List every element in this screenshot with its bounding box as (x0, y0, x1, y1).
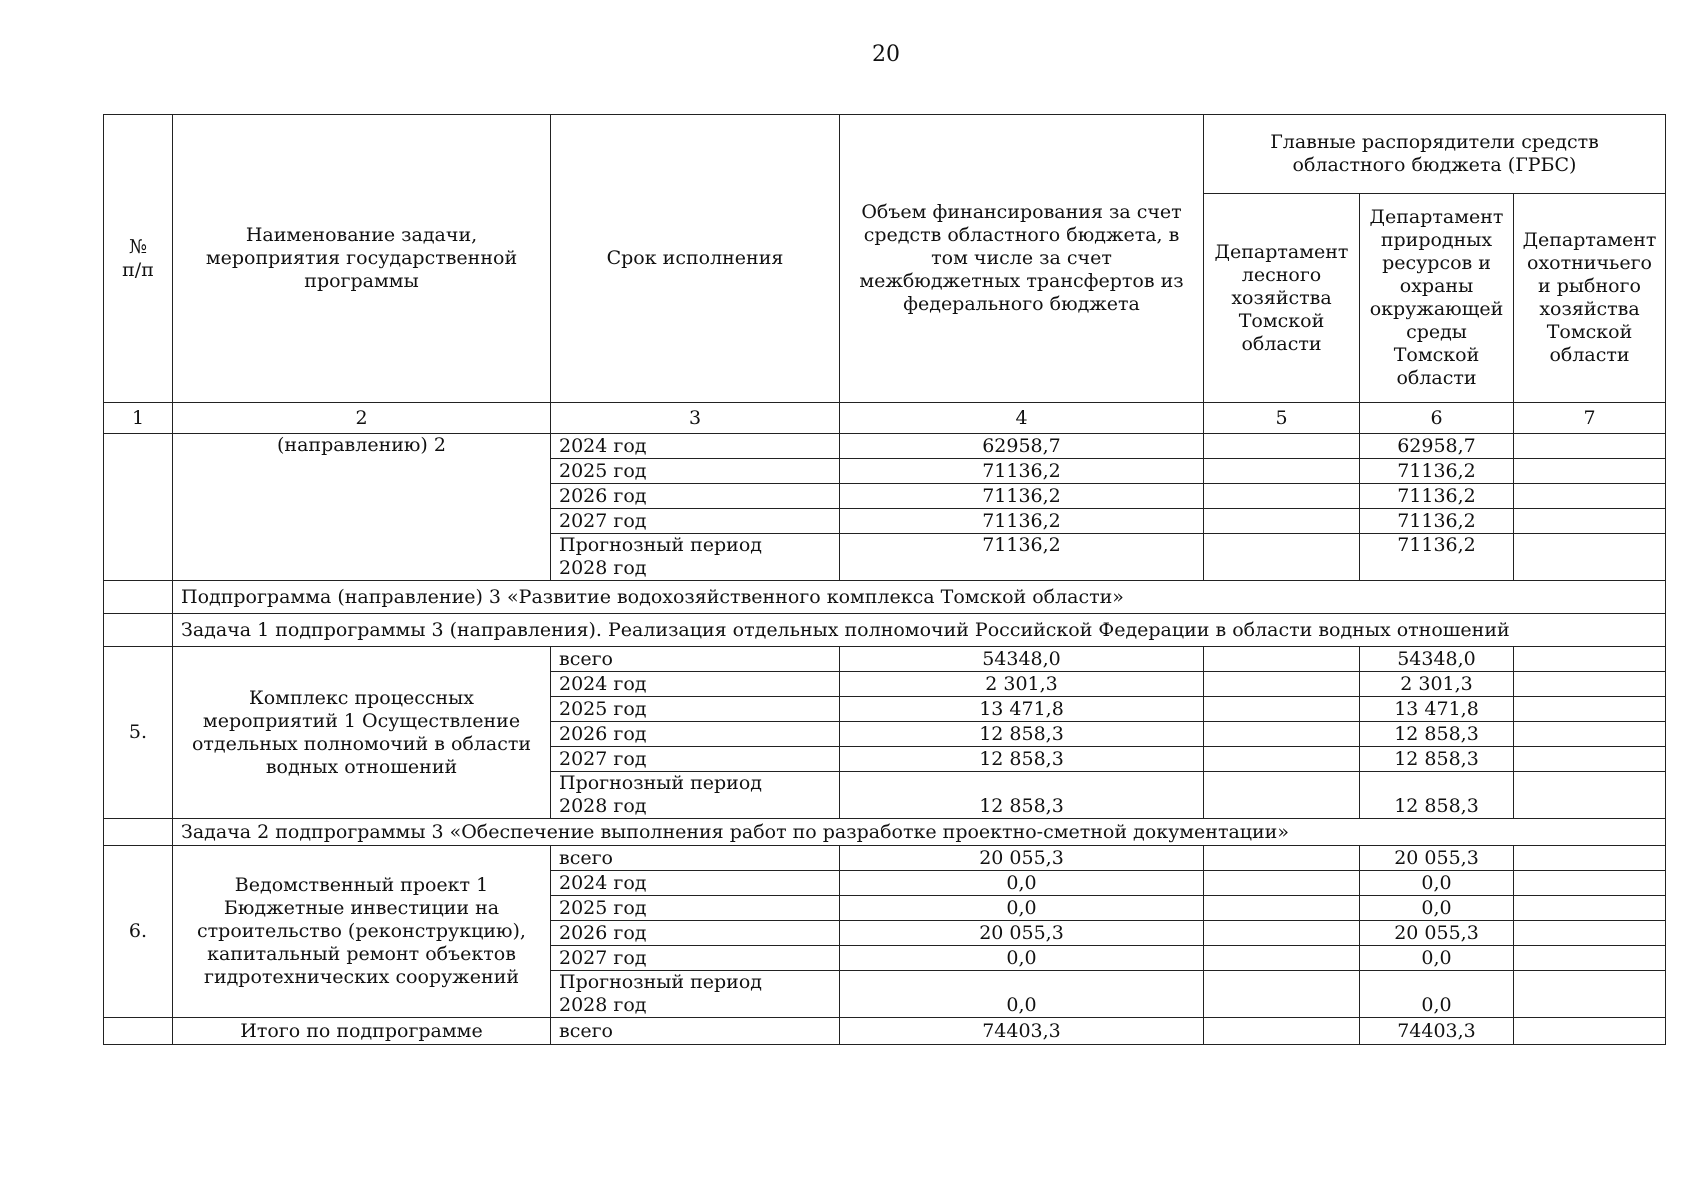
dep5-cell (1204, 871, 1360, 896)
dep6-cell: 71136,2 (1360, 534, 1514, 581)
dep5-cell (1204, 921, 1360, 946)
term-cell: 2024 год (551, 672, 840, 697)
task-row (104, 819, 1666, 846)
total-label: Итого по подпрограмме (173, 1018, 551, 1045)
dep5-cell (1204, 846, 1360, 871)
dep7-cell (1514, 672, 1666, 697)
dep6-cell: 74403,3 (1360, 1018, 1514, 1045)
dep6-cell: 0,0 (1360, 896, 1514, 921)
dep7-cell (1514, 722, 1666, 747)
term-cell: 2025 год (551, 896, 840, 921)
term-cell: всего (551, 647, 840, 672)
dep7-cell (1514, 946, 1666, 971)
measure-name: (направлению) 2 (173, 434, 551, 581)
term-cell (551, 772, 840, 819)
dep6-cell: 71136,2 (1360, 509, 1514, 534)
dep5-cell (1204, 1018, 1360, 1045)
column-numbers-row (104, 403, 1666, 434)
header-name: Наименование задачи, мероприятия государственной программы (173, 115, 551, 403)
row-num-cell: 6. (104, 846, 173, 1018)
table-row (104, 846, 1666, 871)
term-line: Прогнозный период (559, 971, 762, 993)
dep7-cell (1514, 509, 1666, 534)
dep6-cell: 0,0 (1360, 946, 1514, 971)
term-cell (551, 534, 840, 581)
dep6-cell: 71136,2 (1360, 459, 1514, 484)
total-cell: 54348,0 (840, 647, 1204, 672)
col-number: 7 (1514, 403, 1666, 434)
term-cell: 2025 год (551, 459, 840, 484)
total-cell: 0,0 (840, 896, 1204, 921)
dep6-cell: 71136,2 (1360, 484, 1514, 509)
dep7-cell (1514, 1018, 1666, 1045)
dep7-cell (1514, 747, 1666, 772)
col-number: 1 (104, 403, 173, 434)
dep5-cell (1204, 946, 1360, 971)
term-cell: всего (551, 846, 840, 871)
header-dep-hunting: Департамент охотничьего и рыбного хозяйства Томской области (1514, 194, 1666, 403)
row-num-cell: 5. (104, 647, 173, 819)
total-cell: 74403,3 (840, 1018, 1204, 1045)
total-cell: 71136,2 (840, 484, 1204, 509)
dep7-cell (1514, 921, 1666, 946)
dep5-cell (1204, 509, 1360, 534)
dep7-cell (1514, 534, 1666, 581)
total-cell: 71136,2 (840, 459, 1204, 484)
dep6-cell: 20 055,3 (1360, 921, 1514, 946)
term-cell: 2024 год (551, 871, 840, 896)
col-number: 6 (1360, 403, 1514, 434)
total-cell: 2 301,3 (840, 672, 1204, 697)
dep5-cell (1204, 722, 1360, 747)
page-number: 20 (872, 42, 900, 67)
dep6-cell: 0,0 (1360, 971, 1514, 1018)
dep7-cell (1514, 971, 1666, 1018)
row-num-cell (104, 819, 173, 846)
header-row-1 (104, 115, 1666, 194)
term-cell: 2027 год (551, 509, 840, 534)
term-line: Прогнозный период (559, 534, 762, 556)
dep6-cell: 2 301,3 (1360, 672, 1514, 697)
total-cell: 71136,2 (840, 509, 1204, 534)
table-row (104, 434, 1666, 459)
dep6-cell: 0,0 (1360, 871, 1514, 896)
term-cell (551, 971, 840, 1018)
total-cell: 0,0 (840, 946, 1204, 971)
header-dep-nature: Департамент природных ресурсов и охраны окружающей среды Томской области (1360, 194, 1514, 403)
term-cell: 2024 год (551, 434, 840, 459)
dep5-cell (1204, 697, 1360, 722)
total-cell: 13 471,8 (840, 697, 1204, 722)
dep7-cell (1514, 896, 1666, 921)
dep5-cell (1204, 747, 1360, 772)
header-num: № п/п (104, 115, 173, 403)
total-cell: 0,0 (840, 871, 1204, 896)
row-num-cell (104, 434, 173, 581)
total-cell: 12 858,3 (840, 747, 1204, 772)
dep7-cell (1514, 434, 1666, 459)
dep5-cell (1204, 772, 1360, 819)
col-number: 3 (551, 403, 840, 434)
total-cell: 0,0 (840, 971, 1204, 1018)
row-num-cell (104, 614, 173, 647)
dep7-cell (1514, 459, 1666, 484)
total-row (104, 1018, 1666, 1045)
term-cell: 2025 год (551, 697, 840, 722)
col-number: 2 (173, 403, 551, 434)
term-line: 2028 год (559, 795, 647, 817)
term-cell: 2027 год (551, 946, 840, 971)
dep7-cell (1514, 846, 1666, 871)
term-line: 2028 год (559, 557, 647, 579)
dep6-cell: 12 858,3 (1360, 772, 1514, 819)
col-number: 5 (1204, 403, 1360, 434)
term-cell: 2026 год (551, 484, 840, 509)
dep5-cell (1204, 534, 1360, 581)
dep6-cell: 13 471,8 (1360, 697, 1514, 722)
dep6-cell: 54348,0 (1360, 647, 1514, 672)
subprogram-title: Подпрограмма (направление) 3 «Развитие водохозяйственного комплекса Томской области» (173, 581, 1666, 614)
header-grbs: Главные распорядители средств областного бюджета (ГРБС) (1204, 115, 1666, 194)
term-cell: 2026 год (551, 722, 840, 747)
total-cell: 71136,2 (840, 534, 1204, 581)
total-cell: 12 858,3 (840, 722, 1204, 747)
dep5-cell (1204, 459, 1360, 484)
dep5-cell (1204, 672, 1360, 697)
funding-table (103, 114, 1666, 1045)
col-number: 4 (840, 403, 1204, 434)
dep7-cell (1514, 772, 1666, 819)
term-cell: 2026 год (551, 921, 840, 946)
task-title: Задача 2 подпрограммы 3 «Обеспечение выполнения работ по разработке проектно-сметной документации» (173, 819, 1666, 846)
header-dep-forest: Департамент лесного хозяйства Томской области (1204, 194, 1360, 403)
header-volume: Объем финансирования за счет средств областного бюджета, в том числе за счет межбюджетных трансфертов из федерального бюджета (840, 115, 1204, 403)
total-cell: 62958,7 (840, 434, 1204, 459)
dep6-cell: 12 858,3 (1360, 747, 1514, 772)
measure-name: Ведомственный проект 1 Бюджетные инвестиции на строительство (реконструкцию), капитальный ремонт объектов гидротехнических сооружений (173, 846, 551, 1018)
term-line: Прогнозный период (559, 772, 762, 794)
dep5-cell (1204, 647, 1360, 672)
dep6-cell: 12 858,3 (1360, 722, 1514, 747)
dep6-cell: 62958,7 (1360, 434, 1514, 459)
total-cell: 20 055,3 (840, 846, 1204, 871)
dep5-cell (1204, 434, 1360, 459)
total-cell: 20 055,3 (840, 921, 1204, 946)
dep7-cell (1514, 871, 1666, 896)
row-num-cell (104, 1018, 173, 1045)
dep7-cell (1514, 647, 1666, 672)
dep5-cell (1204, 971, 1360, 1018)
dep7-cell (1514, 484, 1666, 509)
task-row (104, 614, 1666, 647)
table-row (104, 647, 1666, 672)
term-cell: 2027 год (551, 747, 840, 772)
dep5-cell (1204, 484, 1360, 509)
header-term: Срок исполнения (551, 115, 840, 403)
subprogram-row (104, 581, 1666, 614)
total-cell: 12 858,3 (840, 772, 1204, 819)
row-num-cell (104, 581, 173, 614)
term-cell: всего (551, 1018, 840, 1045)
task-title: Задача 1 подпрограммы 3 (направления). Реализация отдельных полномочий Российской Федерации в области водных отношений (173, 614, 1666, 647)
dep6-cell: 20 055,3 (1360, 846, 1514, 871)
measure-name: Комплекс процессных мероприятий 1 Осуществление отдельных полномочий в области водных отношений (173, 647, 551, 819)
term-line: 2028 год (559, 994, 647, 1016)
dep7-cell (1514, 697, 1666, 722)
dep5-cell (1204, 896, 1360, 921)
